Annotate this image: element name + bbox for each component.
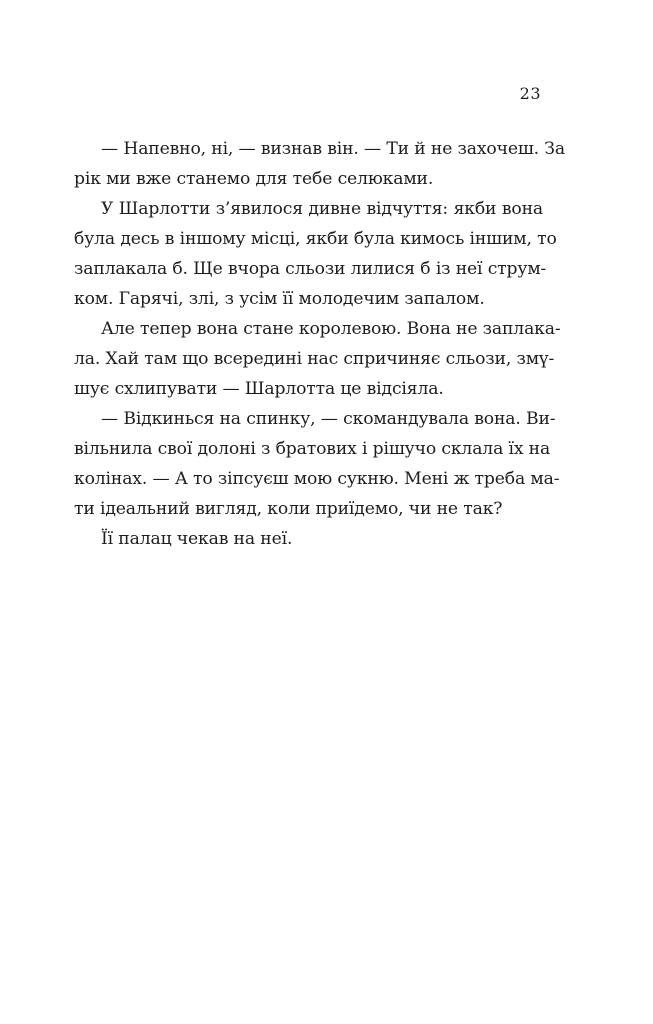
text-line: У Шарлотти з’явилося дивне відчуття: якби вона [101, 199, 543, 219]
page-number: 23 [519, 84, 541, 103]
text-line: Її палац чекав на неї. [101, 529, 293, 549]
text-line: ком. Гарячі, злі, з усім її молодечим запалом. [74, 289, 485, 309]
text-line: заплакала б. Ще вчора сльози лилися б із неї струм- [74, 259, 547, 279]
text-line: Але тепер вона стане королевою. Вона не заплака- [101, 319, 561, 339]
body-text [74, 134, 565, 554]
text-line: колінах. — А то зіпсуєш мою сукню. Мені ж треба ма- [74, 469, 560, 489]
text-line: була десь в іншому місці, якби була кимось іншим, то [74, 229, 557, 249]
text-line: рік ми вже станемо для тебе селюками. [74, 169, 434, 189]
text-line: — Відкинься на спинку, — скомандувала вона. Ви- [101, 409, 556, 429]
text-line: шує схлипувати — Шарлотта це відсіяла. [74, 379, 444, 399]
text-line: — Напевно, ні, — визнав він. — Ти й не захочеш. За [101, 139, 565, 159]
text-line: ти ідеальний вигляд, коли приїдемо, чи не так? [74, 499, 503, 519]
text-line: вільнила свої долоні з братових і рішучо склала їх на [74, 439, 551, 459]
text-line: ла. Хай там що всередині нас спричиняє сльози, змү- [74, 349, 555, 369]
